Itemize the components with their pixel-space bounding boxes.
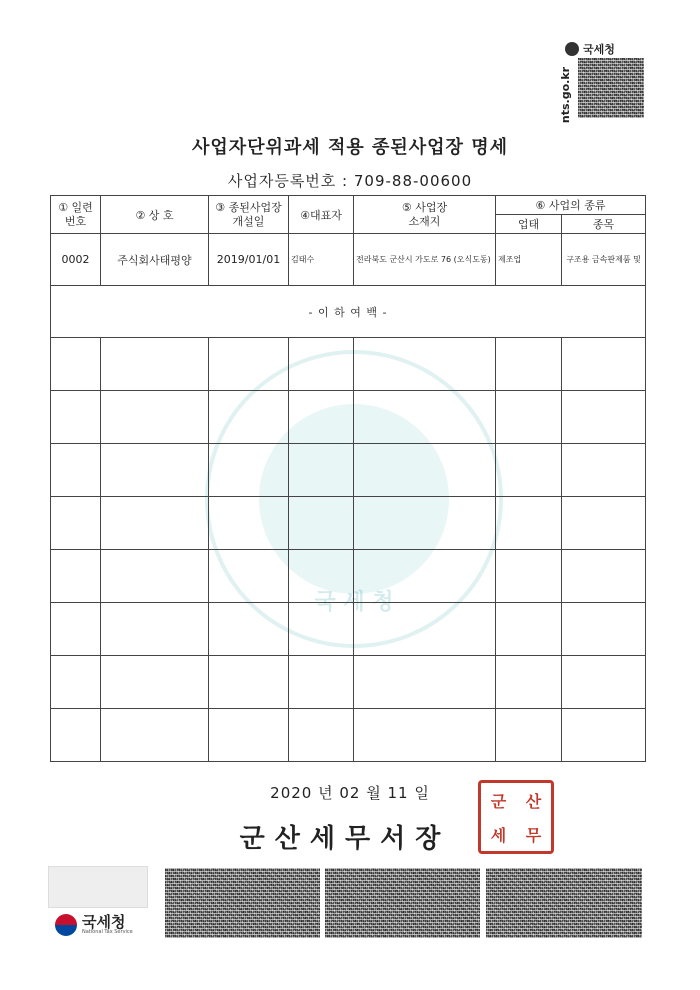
- watermark-text: 국 세 청: [314, 590, 394, 615]
- branch-table: [50, 195, 646, 762]
- header-representative: ④대표자: [289, 196, 354, 234]
- issue-date: 2020 년 02 월 11 일: [270, 784, 430, 802]
- document-title: 사업자단위과세 적용 종된사업장 명세: [191, 137, 508, 158]
- qr-code-top: [578, 58, 644, 118]
- table-row: [51, 656, 646, 709]
- barcode-1: [165, 868, 320, 938]
- cell-business-item: 구조용 금속판제품 및: [562, 234, 646, 286]
- header-name: ② 상 호: [101, 196, 209, 234]
- header-business-kind: ⑥ 사업의 종류: [496, 196, 646, 215]
- logo-subtitle: National Tax Service: [82, 929, 133, 935]
- header-business-type: 업태: [496, 215, 562, 234]
- seal-char: 세: [490, 825, 507, 845]
- logo-name: 국세청: [82, 913, 126, 931]
- header-serial: ① 일련 번호: [51, 196, 101, 234]
- nts-brand: [565, 40, 655, 58]
- barcode-2: [325, 868, 480, 938]
- cell-opened: 2019/01/01: [209, 234, 289, 286]
- table-row: [51, 497, 646, 550]
- registration-number: 사업자등록번호 : 709-88-00600: [227, 172, 473, 190]
- cell-name: 주식회사태평양: [101, 234, 209, 286]
- cell-business-type: 제조업: [496, 234, 562, 286]
- seal-char: 산: [525, 791, 542, 811]
- table-row: [51, 338, 646, 391]
- cell-address: 전라북도 군산시 가도로 76 (오식도동): [354, 234, 496, 286]
- header-opened: ③ 종된사업장 개설일: [209, 196, 289, 234]
- table-row: [51, 234, 646, 286]
- official-seal: [478, 780, 554, 854]
- header-business-item: 종목: [562, 215, 646, 234]
- nts-brand-label: 국세청: [583, 43, 615, 56]
- table-row: [51, 444, 646, 497]
- table-row: [51, 550, 646, 603]
- blank-note: - 이 하 여 백 -: [51, 286, 646, 338]
- footer-stamp-box: [48, 866, 148, 908]
- nts-logo: [55, 910, 155, 940]
- seal-char: 무: [525, 825, 542, 845]
- barcode-3: [486, 868, 642, 938]
- seal-char: 군: [490, 791, 507, 811]
- nts-mascot-icon: [565, 42, 579, 56]
- tax-office-name: 군산세무서장: [239, 824, 451, 854]
- cell-serial: 0002: [51, 234, 101, 286]
- taeguk-logo-icon: [55, 914, 77, 936]
- header-address: ⑤ 사업장 소재지: [354, 196, 496, 234]
- cell-representative: 김태수: [289, 234, 354, 286]
- table-row: [51, 603, 646, 656]
- table-row: [51, 709, 646, 762]
- table-row: [51, 391, 646, 444]
- nts-site-label: nts.go.kr: [559, 66, 572, 124]
